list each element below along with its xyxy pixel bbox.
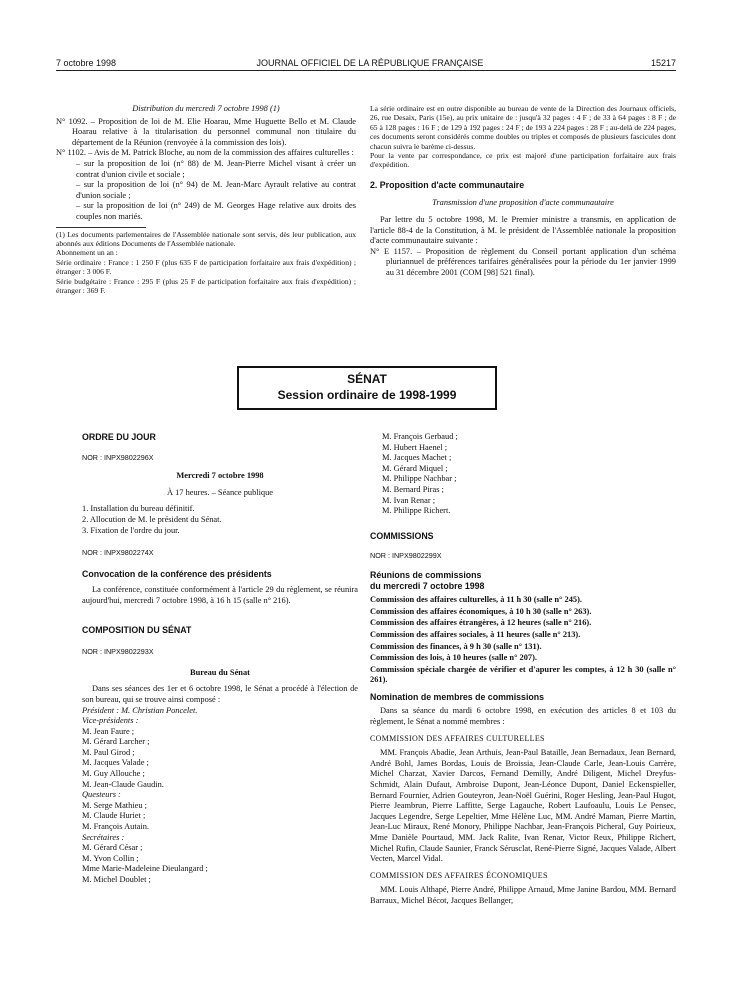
compo-title: COMPOSITION DU SÉNAT: [82, 624, 192, 635]
seance-line: À 17 heures. – Séance publique: [166, 487, 274, 497]
reunions-date: du mercredi 7 octobre 1998: [370, 580, 485, 591]
reunion-item: Commission des affaires étrangères, à 12 heures (salle n° 216).: [370, 618, 592, 628]
agenda-item: 1. Installation du bureau définitif.: [82, 504, 195, 514]
senat-title: SÉNAT: [347, 372, 387, 386]
journal-title: JOURNAL OFFICIEL DE LA RÉPUBLIQUE FRANÇAISE: [256, 58, 484, 68]
list-item: M. Michel Doublet ;: [82, 875, 151, 884]
agenda-item: 3. Fixation de l'ordre du jour.: [82, 525, 180, 535]
nomination-text: Dans sa séance du mardi 6 octobre 1998, en exécution des articles 8 et 103 du règlement, le Sénat a nommé membres :: [370, 706, 676, 727]
list-item: N° E 1157. – Proposition de règlement du Conseil portant application d'un schéma pluriannuel de préférences tarifaires généralisées pour la période du 1er janvier 1999 au 31 décembre 2001 (COM [98] 521 final).: [370, 246, 676, 277]
culture-commission-title: COMMISSION DES AFFAIRES CULTURELLES: [370, 733, 545, 743]
nomination-title: Nomination de membres de commissions: [370, 691, 545, 702]
list-item: – sur la proposition de loi (n° 94) de M. Jean-Marc Ayrault relative au contrat d'union sociale ;: [76, 180, 356, 200]
reunion-item: Commission des affaires sociales, à 11 heures (salle n° 213).: [370, 629, 581, 639]
senat-banner: [237, 366, 497, 410]
header-date: 7 octobre 1998: [56, 58, 117, 68]
list-item: M. Jacques Valade ;: [82, 758, 149, 768]
list-item: – sur la proposition de loi (n° 88) de M. Jean-Pierre Michel visant à créer un contrat d'union civile et sociale ;: [76, 158, 356, 179]
list-item: M. Hubert Haenel ;: [382, 442, 448, 452]
list-item: M. Guy Allouche ;: [82, 769, 145, 779]
bureau-text: Dans ses séances des 1er et 6 octobre 1998, le Sénat a procédé à l'élection de son bureau, qui se trouve ainsi composé :: [82, 684, 358, 704]
bureau-title: Bureau du Sénat: [190, 667, 250, 677]
header-rule: [56, 70, 676, 71]
questeurs-label: Questeurs :: [82, 790, 121, 800]
left-column: [82, 432, 358, 886]
page-number: 15217: [650, 58, 676, 68]
list-item: M. Jean Faure ;: [82, 726, 135, 736]
eco-commission-title: COMMISSION DES AFFAIRES ÉCONOMIQUES: [370, 870, 548, 880]
nor-code: NOR : INPX9802293X: [82, 647, 154, 657]
list-item: M. Claude Huriet ;: [82, 811, 146, 821]
right-column: [370, 432, 676, 907]
list-item: M. Gérard Larcher ;: [82, 737, 150, 747]
reunion-item: Commission spéciale chargée de vérifier et d'apurer les comptes, à 12 h 30 (salle n° 261).: [370, 664, 676, 685]
list-item: M. Gérard Miquel ;: [382, 463, 448, 473]
paragraph: Par lettre du 5 octobre 1998, M. le Premier ministre a transmis, en application de l'article 88-4 de la Constitution, à M. le président de l'Assemblée nationale la proposition d'acte communautaire suivante :: [370, 215, 676, 246]
nor-code: NOR : INPX9802296X: [82, 452, 154, 462]
subsection-title: Transmission d'une proposition d'acte communautaire: [432, 198, 614, 208]
nor-code: NOR : INPX9802274X: [82, 548, 154, 558]
list-item: M. Ivan Renar ;: [382, 495, 436, 505]
list-item: M. Paul Girod ;: [82, 747, 135, 757]
list-item: M. Jacques Machet ;: [382, 453, 452, 463]
list-item: M. Yvon Collin ;: [82, 853, 139, 863]
list-item: N° 1092. – Proposition de loi de M. Elie Hoarau, Mme Huguette Bello et M. Claude Hoarau relative à la titularisation du personnel communal non titulaire du département de la Réunion (renvoyée à la commission des lois).: [56, 116, 356, 147]
footnote: Abonnement un an :: [56, 248, 118, 258]
conv-text: La conférence, constituée conformément à l'article 29 du règlement, se réunira aujourd'hui, mercredi 7 octobre 1998, à 16 h 15 (salle n° 216).: [82, 585, 358, 605]
distribution-section: [56, 104, 356, 295]
conv-title: Convocation de la conférence des présidents: [82, 568, 272, 579]
list-item: M. François Autain.: [82, 822, 149, 832]
secretaires-label: Secrétaires :: [82, 832, 125, 842]
session-subtitle: Session ordinaire de 1998-1999: [277, 388, 457, 402]
reunion-item: Commission des affaires économiques, à 10 h 30 (salle n° 263).: [370, 606, 592, 616]
ordre-title: ORDRE DU JOUR: [82, 432, 156, 442]
reunion-item: Commission des lois, à 10 heures (salle n° 207).: [370, 653, 537, 663]
vp-label: Vice-présidents :: [82, 716, 139, 726]
day-title: Mercredi 7 octobre 1998: [176, 471, 264, 481]
sales-text: Pour la vente par correspondance, ce prix est majoré d'une participation forfaitaire aux frais d'expédition.: [370, 151, 676, 170]
list-item: M. François Gerbaud ;: [382, 432, 458, 441]
list-item: – sur la proposition de loi (n° 249) de M. Georges Hage relative aux droits des couples non mariés.: [76, 201, 356, 221]
list-item: N° 1102. – Avis de M. Patrick Bloche, au nom de la commission des affaires culturelles :: [56, 148, 354, 158]
sales-text: La série ordinaire est en outre disponible au bureau de vente de la Direction des Journaux officiels, 26, rue Desaix, Paris (15e), au prix unitaire de : jusqu'à 32 pages : 4 F ; de 33 à 64 pages : 8 F ; de 65 à 128 pages : 16 F ; de 129 à 192 pages : 24 F ; de 193 à 224 pages : 28 F ; au-delà de 224 pages, ces documents seront considérés comme doubles ou triples et composés de plusieurs fascicules dont chacun suivra le barème ci-dessus.: [370, 104, 676, 151]
agenda-item: 2. Allocution de M. le président du Sénat.: [82, 514, 222, 524]
section-title: 2. Proposition d'acte communautaire: [370, 179, 525, 190]
nor-code: NOR : INPX9802299X: [370, 551, 442, 561]
culture-members: MM. François Abadie, Jean Arthuis, Jean-Paul Bataille, Jean Bernadaux, Jean Bernard, André Bohl, James Bordas, Louis de Broissia, Jean-Claude Carle, Jean-Louis Carrère, Michel Charzat, Xavier Darcos, Fernand Demilly, André Diligent, Michel Dreyfus-Schmidt, Alain Dufaut, Ambroise Dupont, Jean-Léonce Dupont, Daniel Eckenspieller, Bernard Fournier, Adrien Gouteyron, Jean-Noël Guérini, Roger Hesling, Jean-Paul Hugot, Pierre Jeambrun, Pierre Laffitte, Serge Lagauche, Robert Laufoaulu, Louis Le Pensec, Jacques Legendre, Serge Lepeltier, Mme Hélène Luc, MM. André Maman, Pierre Martin, Jean-Luc Miraux, René Monory, Philippe Nachbar, Jean-François Picheral, Guy Poirieux, Mme Danièle Pourtaud, MM. Jack Ralite, Ivan Renar, Victor Reux, Philippe Richert, Michel Rufin, Claude Saunier, Franck Sérusclat, René-Pierre Signé, Jacques Valade, Albert Vecten, Marcel Vidal.: [370, 748, 676, 864]
footnote: (1) Les documents parlementaires de l'Assemblée nationale sont servis, dès leur publication, aux abonnés aux éditions Documents de l'Assemblée nationale.: [56, 229, 356, 248]
reunion-item: Commission des affaires culturelles, à 11 h 30 (salle n° 245).: [370, 595, 582, 605]
footnote: Série budgétaire : France : 295 F (plus 25 F de participation forfaitaire aux frais d'expédition) ; étranger : 369 F.: [56, 276, 356, 295]
footnote: Série ordinaire : France : 1 250 F (plus 635 F de participation forfaitaire aux frais d'expédition) ; étranger : 3 006 F.: [56, 257, 356, 277]
president-line: Président : M. Christian Poncelet.: [82, 705, 198, 715]
list-item: M. Jean-Claude Gaudin.: [82, 779, 164, 789]
list-item: M. Philippe Nachbar ;: [382, 474, 457, 484]
list-item: M. Gérard César ;: [82, 843, 143, 853]
top-right-section: [370, 104, 676, 279]
reunion-item: Commission des finances, à 9 h 30 (salle n° 131).: [370, 641, 542, 651]
list-item: M. Philippe Richert.: [382, 506, 451, 516]
reunions-title: Réunions de commissions: [370, 569, 482, 580]
eco-members: MM. Louis Althapé, Pierre André, Philippe Arnaud, Mme Janine Bardou, MM. Bernard Barraux, Michel Bécot, Jacques Bellanger,: [370, 885, 676, 905]
list-item: M. Bernard Piras ;: [382, 484, 444, 494]
commissions-title: COMMISSIONS: [370, 530, 434, 541]
distribution-title: Distribution du mercredi 7 octobre 1998 (1): [132, 104, 280, 113]
footnote-rule: [56, 227, 146, 228]
list-item: M. Serge Mathieu ;: [82, 800, 147, 810]
list-item: Mme Marie-Madeleine Dieulangard ;: [82, 864, 208, 874]
